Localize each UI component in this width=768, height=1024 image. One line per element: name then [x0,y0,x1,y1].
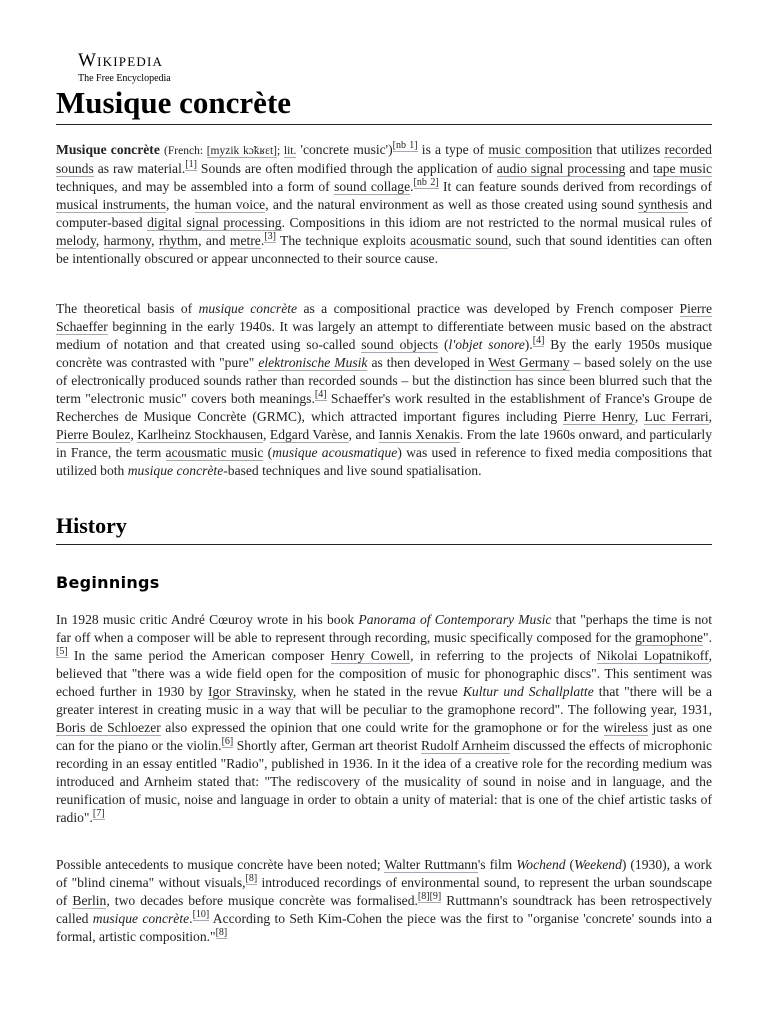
text-run: , and the natural environment as well as those created using sound [265,197,639,212]
text-run: (1930), a work of "blind cinema" without visuals, [56,857,712,890]
link-music-composition[interactable]: music composition [488,142,593,157]
footnote-4b[interactable] [315,389,327,401]
language-label: French: [167,145,204,157]
italic-term: musique acousmatique [272,445,398,460]
link-recorded-sounds[interactable]: recorded sounds [56,142,712,176]
italic-term: musique concrète [127,463,224,478]
text-run: and computer-based [56,197,712,230]
link-acousmatic-music[interactable]: acousmatic music [165,445,264,460]
text-run: . [410,179,414,194]
footnote-3-link[interactable]: [3] [264,231,276,243]
link-pierre-schaeffer[interactable]: Pierre Schaeffer [56,301,712,334]
text-run: The theoretical basis of [56,301,199,316]
italic-term: Weekend [574,857,622,872]
footnote-6[interactable] [222,736,234,748]
footnote-nb1-link[interactable]: [nb 1] [392,140,418,152]
link-nikolai-lopatnikoff[interactable]: Nikolai Lopatnikoff [596,648,709,663]
link-pierre-henry[interactable]: Pierre Henry [563,409,635,424]
link-harmony[interactable]: harmony [103,233,152,248]
text-run: as then developed in [367,355,489,370]
link-pierre-boulez[interactable]: Pierre Boulez [56,427,131,442]
text-run: By the early 1950s musique concrète was contrasted with "pure" [56,337,712,370]
section-heading-history: History [56,512,712,545]
footnote-8b-link[interactable]: [8] [215,927,228,939]
link-gramophone[interactable]: gramophone [635,630,704,645]
footnote-8a[interactable] [246,873,258,885]
italic-term: Wochend [516,857,566,872]
wikipedia-tagline: The Free Encyclopedia [78,73,171,84]
text-run: -based techniques and live sound spatialisation. [223,463,482,478]
footnote-4a-link[interactable]: [4] [532,335,545,347]
text-run: . From the late 1960s onward, and particularly in France, the term [56,427,713,460]
link-sound-collage[interactable]: sound collage [334,179,411,194]
link-metre[interactable]: metre [229,233,261,248]
footnote-8-9[interactable] [418,891,441,903]
link-wireless[interactable]: wireless [603,720,649,735]
italic-term: l'objet sonore [448,337,525,352]
link-luc-ferrari[interactable]: Luc Ferrari [644,409,709,424]
footnote-1-link[interactable]: [1] [185,159,197,171]
link-audio-signal-processing[interactable]: audio signal processing [496,161,626,176]
footnote-7-link[interactable]: [7] [92,808,105,820]
literal-translation: 'concrete music' [300,142,389,157]
footnote-nb2[interactable] [414,177,439,189]
link-edgard-varese[interactable]: Edgard Varèse [269,427,349,442]
text-run: as raw material. [93,161,186,176]
text-run: ". [703,630,712,645]
footnote-8-9-link[interactable]: [8][9] [417,891,442,903]
text-run: 's film [477,857,517,872]
link-west-germany[interactable]: West Germany [488,355,570,370]
theory-paragraph: The theoretical basis of musique concrète as a compositional practice was developed by French composer Pierre Schaeffer beginning in the early 1940s. It was largely an attempt to differentiate between music based on the abstract medium of notation and that created using so-called sound objects (l'objet sonore).[4] By the early 1950s musique concrète was contrasted with "pure" elektronische Musik as then developed in West Germany – based solely on the use of electronically produced sounds rather than recorded sounds – but the distinction has since been blurred such that the term "electronic music" covers both meanings.[4] Schaeffer's work resulted in the establishment of France's Groupe de Recherches de Musique Concrète (GRMC), which attracted important figures including Pierre Henry, Luc Ferrari, Pierre Boulez, Karlheinz Stockhausen, Edgard Varèse, and Iannis Xenakis. From the late 1960s onward, and particularly in France, the term acousmatic music (musique acousmatique) was used in reference to fixed media compositions that utilized both musique concrète-based techniques and live sound spatialisation. [56,301,713,478]
italic-term: musique concrète [198,301,298,316]
link-musical-instruments[interactable]: musical instruments [56,197,166,212]
footnote-7[interactable] [93,808,105,820]
text-run: Sounds are often modified through the application of [196,161,497,176]
text-run: discussed the effects of microphonic recording in an essay entitled "Radio", published in 1936. In it the idea of a creative role for the recording medium was introduced and Arnheim stated that: "The rediscovery of the musicality of sound in noise and in language, and the reunification of music, noise and language in order to obtain a unity of material: that is one of the chief artistic tasks of radio". [56,738,712,825]
footnote-10[interactable] [193,909,210,921]
subsection-heading-beginnings: Beginnings [56,573,160,592]
footnote-6-link[interactable]: [6] [221,736,234,748]
text-run: that utilizes [592,142,665,157]
link-synthesis[interactable]: synthesis [638,197,689,212]
text-run: It can feature sounds derived from recordings of [438,179,712,194]
text-run: In 1928 music critic André Cœuroy wrote in his book [56,612,359,627]
text-run: Possible antecedents to musique concrète have been noted; [56,857,385,872]
text-run: , two decades before musique concrète was formalised. [106,893,418,908]
text-run: ) was used in reference to fixed media compositions that utilized both [56,445,712,478]
link-tape-music[interactable]: tape music [652,161,713,176]
text-run: that "perhaps the time is not far off when a composer will be able to represent through recording, music specifically composed for the [56,612,712,645]
italic-link-text: elektronische Musik [258,355,368,370]
link-rhythm[interactable]: rhythm [158,233,199,248]
footnote-4a[interactable] [533,335,545,347]
text-run: – based solely on the use of electronically produced sounds rather than recorded sounds – but the distinction has since been blurred such that the term "electronic music" covers both meanings. [56,355,712,406]
link-human-voice[interactable]: human voice [194,197,266,212]
text-run: is a type of [417,142,489,157]
wikipedia-logo[interactable] [78,52,171,85]
footnote-nb2-link[interactable]: [nb 2] [413,177,439,189]
link-acousmatic-sound[interactable]: acousmatic sound [410,233,509,248]
text-run: According to Seth Kim-Cohen the piece was the first to "organise 'concrete' sounds into a formal, artistic composition." [56,911,712,944]
link-berlin[interactable]: Berlin [72,893,107,908]
link-rudolf-arnheim[interactable]: Rudolf Arnheim [420,738,510,753]
wikipedia-wordmark: Wikipedia [78,50,164,71]
italic-term: musique concrète [92,911,190,926]
footnote-4b-link[interactable]: [4] [314,389,327,401]
text-run: The technique exploits [275,233,411,248]
text-run: Shortly after, German art theorist [233,738,421,753]
text-run: , in referring to the projects of [410,648,597,663]
text-run: beginning in the early 1940s. It was largely an attempt to differentiate between music based on the abstract medium of notation and that created using so-called [56,319,712,352]
text-run: , the [165,197,195,212]
link-henry-cowell[interactable]: Henry Cowell [330,648,411,663]
italic-term: Panorama of Contemporary Music [358,612,552,627]
lit-link[interactable]: lit. [283,145,297,157]
text-run: Ruttmann's soundtrack has been retrospectively called [56,893,712,926]
term-bold: Musique concrète [56,142,160,157]
intro-paragraph: Musique concrète (French: [myzik kɔ̃kʁɛt]; lit. 'concrete music')[nb 1] is a type of music composition that utilizes recorded sounds as raw material.[1] Sounds are often modified through the application of audio signal processing and tape music techniques, and may be assembled into a form of sound collage.[nb 2] It can feature sounds derived from recordings of musical instruments, the human voice, and the natural environment as well as those created using sound synthesis and computer-based digital signal processing. Compositions in this idiom are not restricted to the normal musical rules of melody, harmony, rhythm, and metre.[3] The technique exploits acousmatic sound, such that sound identities can often be intentionally obscured or appear unconnected to their source cause. [56,140,713,266]
link-elektronische-musik[interactable] [258,355,367,371]
footnote-8a-link[interactable]: [8] [245,873,258,885]
link-boris-de-schloezer[interactable]: Boris de Schloezer [56,720,161,735]
footnote-8b[interactable] [216,927,228,939]
text-run: , such that sound identities can often be intentionally obscured or appear unconnected to their source cause. [56,233,712,266]
link-igor-stravinsky[interactable]: Igor Stravinsky [207,684,293,699]
page-title: Musique concrète [56,84,712,125]
footnote-nb1[interactable] [393,140,418,152]
link-digital-signal-processing[interactable]: digital signal processing [147,215,282,230]
text-run: . [189,911,193,926]
text-run: , when he stated in the revue [292,684,463,699]
footnote-5-link[interactable]: [5] [56,646,68,658]
footnote-1[interactable] [185,159,197,171]
link-sound-objects[interactable]: sound objects [361,337,439,352]
italic-term: Kultur und Schallplatte [462,684,594,699]
text-run: just as one can for the piano or the violin. [56,720,712,753]
antecedents-paragraph: Possible antecedents to musique concrète have been noted; Walter Ruttmann's film Wochend (Weekend) (1930), a work of "blind cinema" without visuals,[8] introduced recordings of environmental sound, to represent the urban soundscape of Berlin, two decades before musique concrète was formalised.[8][9] Ruttmann's soundtrack has been retrospectively called musique concrète.[10] According to Seth Kim-Cohen the piece was the first to "organise 'concrete' sounds into a formal, artistic composition."[8] [56,857,713,944]
text-run: also expressed the opinion that one could write for the gramophone or for the [160,720,604,735]
text-run: and [625,161,653,176]
ipa-link[interactable]: [myzik kɔ̃kʁɛt] [206,145,278,157]
beginnings-paragraph [56,611,712,827]
link-melody[interactable]: melody [56,233,96,248]
text-run: Schaeffer's work resulted in the establishment of France's Groupe de Recherches de Musique Concrète (GRMC), which attracted important figures including [56,391,712,424]
text-run: as a compositional practice was developed by French composer [297,301,680,316]
text-run: . Compositions in this idiom are not restricted to the normal musical rules of [281,215,712,230]
footnote-10-link[interactable]: [10] [192,909,210,921]
footnote-5[interactable] [56,646,68,658]
footnote-3[interactable] [264,231,276,243]
text-run: . [260,233,265,248]
text-run: , believed that "there was a wide field open for the composition of music for phonographic discs". This sentiment was echoed further in 1930 by [56,648,713,699]
link-walter-ruttmann[interactable]: Walter Ruttmann [384,857,478,872]
text-run: techniques, and may be assembled into a form of [56,179,335,194]
text-run: , and [198,233,230,248]
text-run: In the same period the American composer [67,648,331,663]
text-run: that "there will be a greater interest in creating music in a way that will be peculiar to the gramophone record". The following year, 1931, [56,684,712,717]
link-karlheinz-stockhausen[interactable]: Karlheinz Stockhausen [137,427,264,442]
link-iannis-xenakis[interactable]: Iannis Xenakis [378,427,460,442]
text-run: introduced recordings of environmental sound, to represent the urban soundscape of [56,875,713,908]
